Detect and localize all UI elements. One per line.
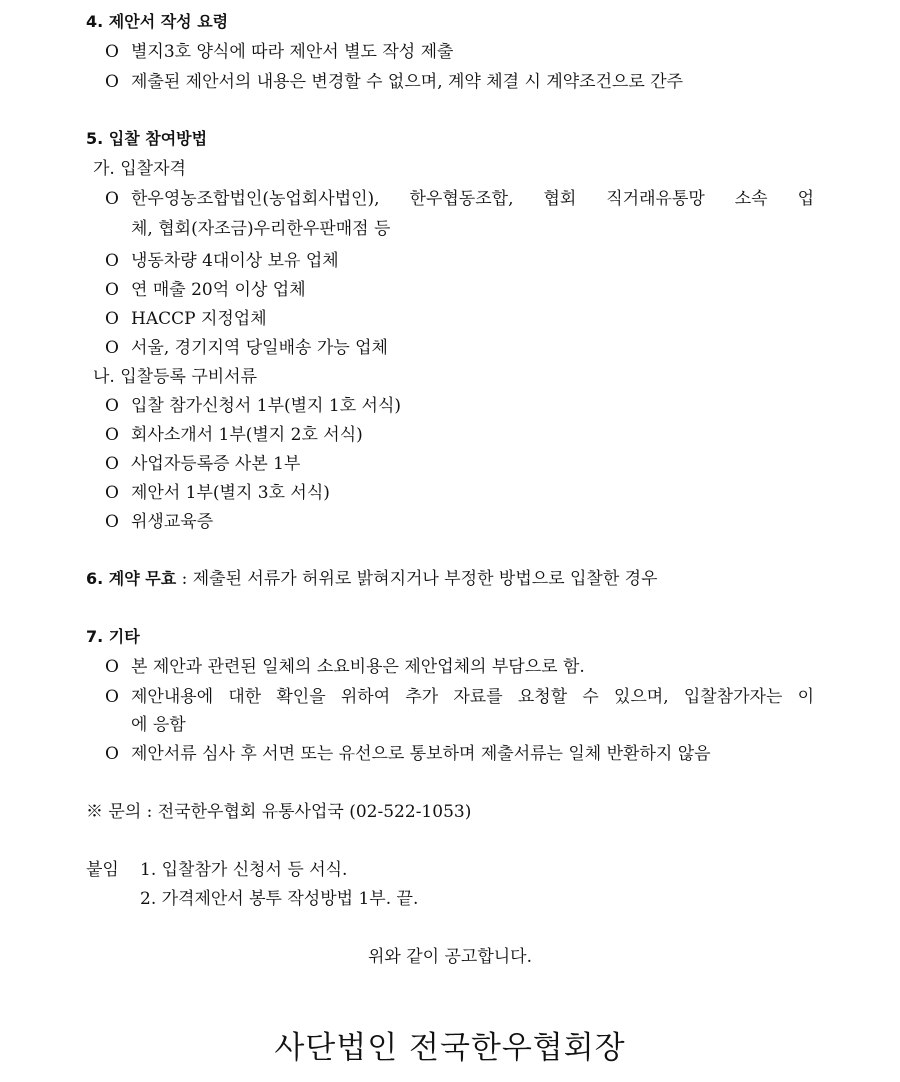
bullet-marker: O (105, 42, 119, 62)
list-item-text: 입찰 참가신청서 1부(별지 1호 서식) (131, 396, 401, 416)
section-4-item (105, 70, 683, 94)
section-6-title: 6. 계약 무효 (86, 569, 177, 588)
attachment-item: 1. 입찰참가 신청서 등 서식. (140, 860, 348, 880)
bullet-marker: O (105, 189, 119, 209)
section-5-sub-b-title: 나. 입찰등록 구비서류 (93, 367, 258, 387)
bullet-marker: O (105, 483, 119, 503)
bullet-marker: O (105, 280, 119, 300)
list-item-text: 연 매출 20억 이상 업체 (131, 280, 306, 300)
section-5a-item (105, 249, 339, 273)
section-7-item (105, 655, 585, 679)
bullet-marker: O (105, 251, 119, 271)
section-7-title: 7. 기타 (86, 627, 140, 646)
section-5a-item (105, 278, 306, 302)
list-item-text: 회사소개서 1부(별지 2호 서식) (131, 425, 363, 445)
closing-statement: 위와 같이 공고합니다. (367, 947, 532, 967)
list-item-text: 제안내용에 대한 확인을 위하여 추가 자료를 요청할 수 있으며, 입찰참가자는 이 (131, 687, 814, 707)
list-item-text: 한우영농조합법인(농업회사법인), 한우협동조합, 협회 직거래유통망 소속 업 (131, 189, 814, 209)
bullet-marker: O (105, 425, 119, 445)
section-5-title: 5. 입찰 참여방법 (86, 129, 208, 148)
list-item-text: 제안서류 심사 후 서면 또는 유선으로 통보하며 제출서류는 일체 반환하지 않음 (131, 744, 711, 764)
section-7-item (105, 742, 711, 766)
section-5b-item (105, 394, 401, 418)
section-6 (86, 567, 658, 591)
attachment-item: 2. 가격제안서 봉투 작성방법 1부. 끝. (140, 889, 419, 909)
bullet-marker: O (105, 687, 119, 707)
bullet-marker: O (105, 309, 119, 329)
section-5b-item (105, 423, 363, 447)
list-item-text: 본 제안과 관련된 일체의 소요비용은 제안업체의 부담으로 함. (131, 657, 585, 677)
bullet-marker: O (105, 512, 119, 532)
signature-title: 사단법인 전국한우협회장 (274, 1030, 626, 1066)
list-item-continuation: 체, 협회(자조금)우리한우판매점 등 (131, 219, 391, 239)
attachments-label: 붙임 (86, 860, 119, 880)
list-item-continuation: 에 응함 (131, 715, 186, 735)
section-6-text: : 제출된 서류가 허위로 밝혀지거나 부정한 방법으로 입찰한 경우 (176, 569, 658, 589)
section-5a-item (105, 336, 388, 360)
bullet-marker: O (105, 657, 119, 677)
section-4-item (105, 40, 453, 64)
section-5b-item (105, 510, 213, 534)
bullet-marker: O (105, 396, 119, 416)
list-item-text: HACCP 지정업체 (131, 309, 267, 329)
bullet-marker: O (105, 744, 119, 764)
section-5a-item (105, 307, 267, 331)
list-item-text: 사업자등록증 사본 1부 (131, 454, 301, 474)
section-5b-item (105, 481, 330, 505)
section-5a-item (105, 187, 814, 211)
list-item-text: 냉동차량 4대이상 보유 업체 (131, 251, 339, 271)
list-item-text: 제안서 1부(별지 3호 서식) (131, 483, 330, 503)
list-item-text: 별지3호 양식에 따라 제안서 별도 작성 제출 (131, 42, 454, 62)
inquiry-note: ※ 문의 : 전국한우협회 유통사업국 (02-522-1053) (86, 802, 472, 822)
section-4-title: 4. 제안서 작성 요령 (86, 12, 229, 31)
list-item-text: 위생교육증 (131, 512, 214, 532)
list-item-text: 서울, 경기지역 당일배송 가능 업체 (131, 338, 388, 358)
section-5-sub-a-title: 가. 입찰자격 (93, 159, 186, 179)
list-item-text: 제출된 제안서의 내용은 변경할 수 없으며, 계약 체결 시 계약조건으로 간주 (131, 72, 684, 92)
bullet-marker: O (105, 72, 119, 92)
section-7-item (105, 685, 814, 709)
section-5b-item (105, 452, 300, 476)
bullet-marker: O (105, 454, 119, 474)
bullet-marker: O (105, 338, 119, 358)
